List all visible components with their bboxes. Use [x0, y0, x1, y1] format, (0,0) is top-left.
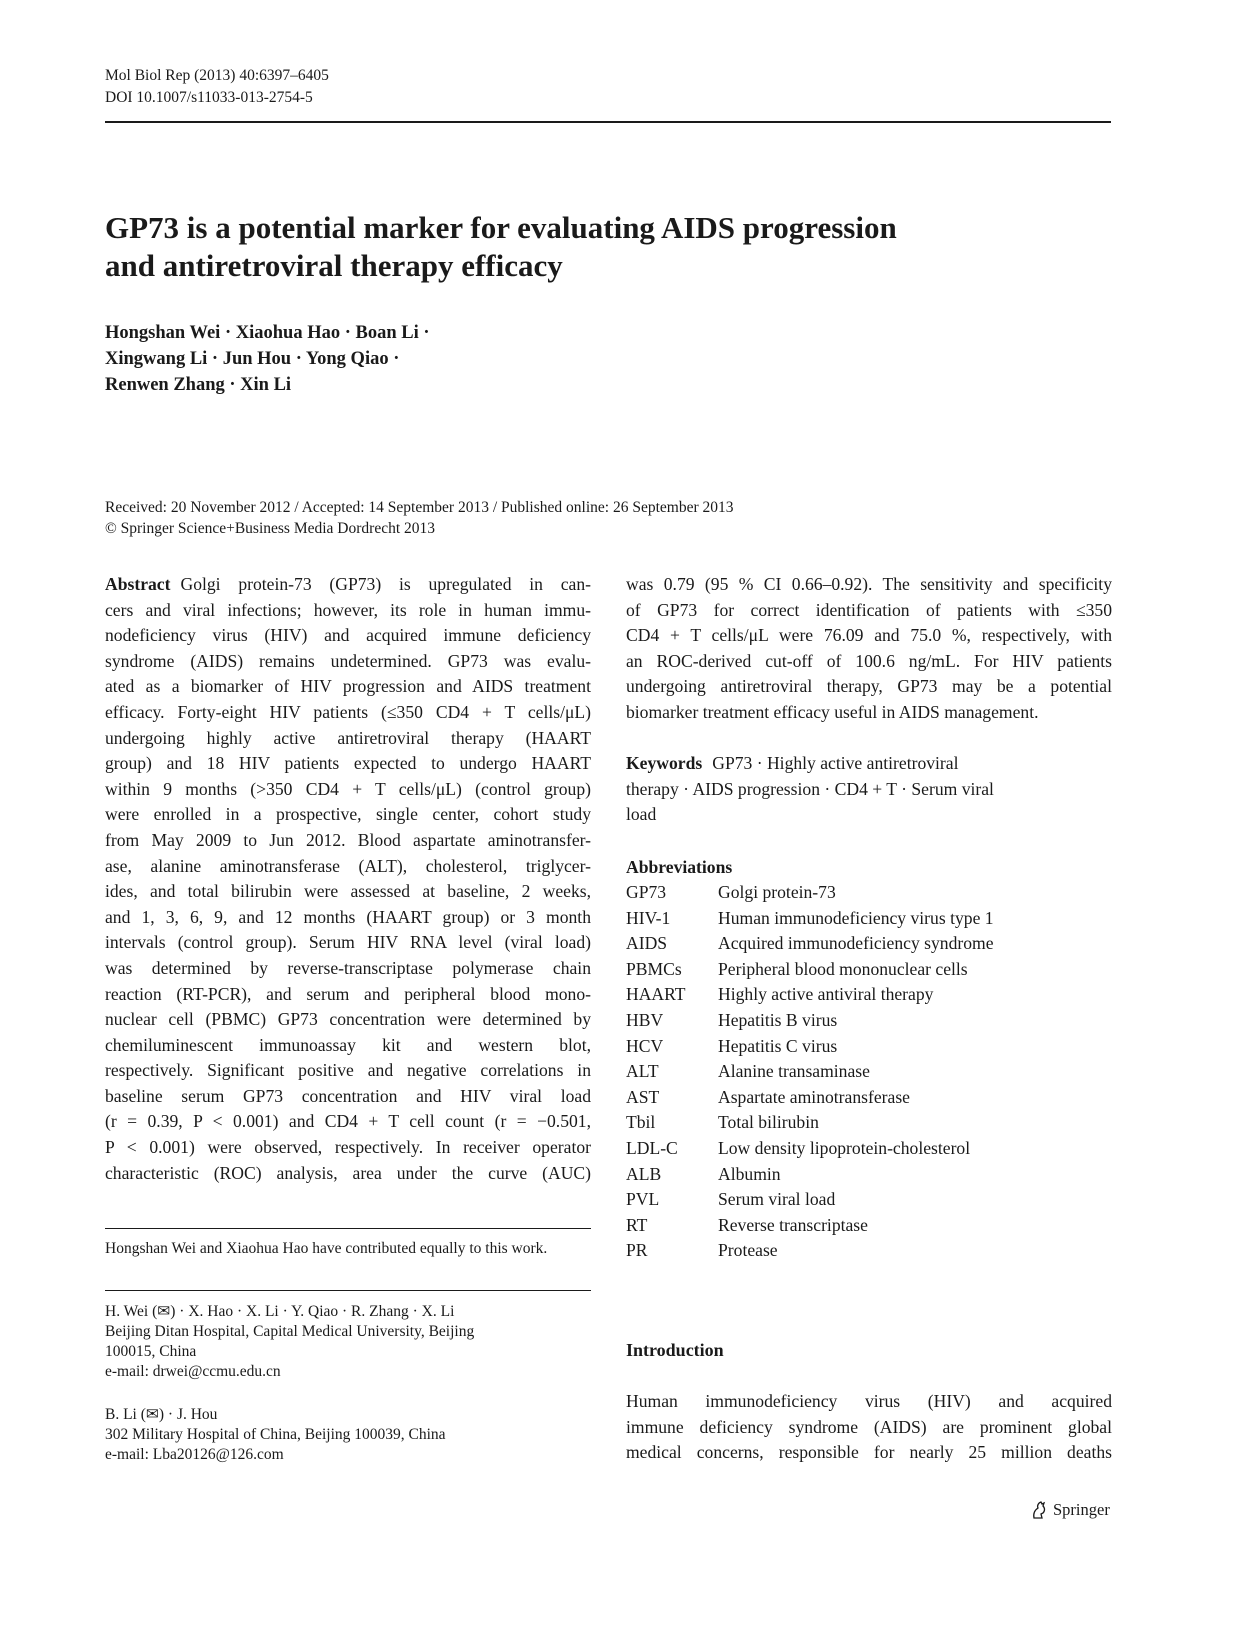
abbreviation-term: HAART — [626, 984, 686, 1005]
publisher-logo — [1030, 1500, 1110, 1520]
abbreviation-definition: Peripheral blood mononuclear cells — [718, 958, 968, 979]
abbreviation-definition: Protease — [718, 1240, 778, 1261]
affiliation-line: B. Li (✉) · J. Hou — [105, 1406, 218, 1423]
author-list — [105, 320, 430, 398]
abstract-line: respectively. Significant positive and negative correlations in — [105, 1060, 591, 1081]
title-line-2: and antiretroviral therapy efficacy — [105, 248, 563, 283]
abbreviation-term: HCV — [626, 1035, 664, 1056]
abstract-line: reaction (RT-PCR), and serum and peripheral blood mono- — [105, 983, 591, 1004]
abbreviation-term: ALT — [626, 1061, 659, 1082]
abstract-line: from May 2009 to Jun 2012. Blood aspartate aminotransfer- — [105, 829, 591, 850]
introduction-body — [626, 1389, 1112, 1466]
abstract-heading: Abstract — [105, 574, 171, 594]
abstract — [105, 572, 591, 1186]
equal-contribution-note: Hongshan Wei and Xiaohua Hao have contributed equally to this work. — [105, 1240, 548, 1257]
abbreviation-row — [626, 1187, 994, 1213]
abstract-line: cers and viral infections; however, its role in human immu- — [105, 599, 591, 620]
abstract-continued — [626, 572, 1112, 726]
author-line-2: Xingwang Li · Jun Hou · Yong Qiao · — [105, 349, 400, 369]
doi: DOI 10.1007/s11033-013-2754-5 — [105, 89, 313, 106]
abbreviation-row — [626, 1110, 994, 1136]
abbreviations-list — [626, 880, 994, 1264]
abbreviation-term: PVL — [626, 1189, 660, 1210]
abbreviation-term: AIDS — [626, 933, 668, 954]
affiliation-line: 302 Military Hospital of China, Beijing 100039, China — [105, 1426, 446, 1443]
abbreviation-definition: Hepatitis B virus — [718, 1009, 838, 1030]
publisher-name: Springer — [1053, 1500, 1110, 1519]
keywords-line-1: Keywords GP73 · Highly active antiretroviral — [626, 753, 959, 773]
abbreviation-row — [626, 957, 994, 983]
abbreviation-row — [626, 1008, 994, 1034]
abstract-line: baseline serum GP73 concentration and HIV viral load — [105, 1085, 591, 1106]
affiliation-line: Beijing Ditan Hospital, Capital Medical University, Beijing — [105, 1323, 475, 1340]
abbreviation-row — [626, 1136, 994, 1162]
article-title — [105, 209, 1105, 285]
abbreviation-term: Tbil — [626, 1112, 656, 1133]
abbreviation-row — [626, 1238, 994, 1264]
abbreviation-term: GP73 — [626, 882, 667, 902]
abbreviation-term: RT — [626, 1214, 648, 1235]
journal-citation: Mol Biol Rep (2013) 40:6397–6405 — [105, 67, 329, 84]
introduction-line: immune deficiency syndrome (AIDS) are prominent global — [626, 1416, 1112, 1437]
abbreviation-definition: Golgi protein-73 — [718, 882, 836, 902]
abstract-line: nuclear cell (PBMC) GP73 concentration were determined by — [105, 1009, 591, 1030]
abbreviation-term: PBMCs — [626, 958, 682, 979]
abstract-line: an ROC-derived cut-off of 100.6 ng/mL. For HIV patients — [626, 650, 1112, 671]
keywords-line-2: therapy · AIDS progression · CD4 + T · Serum viral — [626, 778, 994, 799]
abstract-line: group) and 18 HIV patients expected to undergo HAART — [105, 753, 591, 774]
abstract-line: Abstract Golgi protein-73 (GP73) is upregulated in can- — [105, 574, 591, 594]
abstract-line: were enrolled in a prospective, single center, cohort study — [105, 804, 591, 825]
abbreviation-definition: Albumin — [718, 1163, 781, 1184]
abstract-line: (r = 0.39, P < 0.001) and CD4 + T cell count (r = −0.501, — [105, 1111, 591, 1132]
abstract-line: ase, alanine aminotransferase (ALT), cholesterol, triglycer- — [105, 855, 591, 876]
footnote-rule — [105, 1228, 591, 1229]
abstract-line: undergoing highly active antiretroviral therapy (HAART — [105, 727, 591, 748]
publication-dates — [105, 497, 733, 539]
keywords-line-3: load — [626, 804, 657, 825]
affiliation-line: 100015, China — [105, 1343, 197, 1360]
abbreviation-definition: Alanine transaminase — [718, 1061, 870, 1082]
abbreviation-definition: Low density lipoprotein-cholesterol — [718, 1137, 971, 1158]
abbreviation-row — [626, 1034, 994, 1060]
abbreviation-definition: Aspartate aminotransferase — [718, 1086, 910, 1107]
abstract-line: P < 0.001) were observed, respectively. In receiver operator — [105, 1137, 591, 1158]
title-line-1: GP73 is a potential marker for evaluating AIDS progression — [105, 210, 897, 245]
abbreviation-definition: Acquired immunodeficiency syndrome — [718, 933, 994, 954]
abstract-line: characteristic (ROC) analysis, area under the curve (AUC) — [105, 1162, 591, 1183]
affiliation-email: e-mail: Lba20126@126.com — [105, 1446, 284, 1463]
author-line-3: Renwen Zhang · Xin Li — [105, 375, 292, 395]
abbreviation-term: HBV — [626, 1009, 664, 1030]
abstract-line: ated as a biomarker of HIV progression and AIDS treatment — [105, 676, 591, 697]
abbreviation-term: ALB — [626, 1163, 662, 1184]
abstract-line: CD4 + T cells/μL were 76.09 and 75.0 %, respectively, with — [626, 625, 1112, 646]
abbreviation-definition: Hepatitis C virus — [718, 1035, 838, 1056]
abstract-line: biomarker treatment efficacy useful in AIDS management. — [626, 701, 1039, 722]
journal-header — [105, 65, 329, 109]
abstract-line: syndrome (AIDS) remains undetermined. GP73 was evalu- — [105, 650, 591, 671]
affiliation-email: e-mail: drwei@ccmu.edu.cn — [105, 1363, 281, 1380]
abstract-line: and 1, 3, 6, 9, and 12 months (HAART group) or 3 month — [105, 906, 591, 927]
abbreviation-row — [626, 1085, 994, 1111]
affiliation-line: H. Wei (✉) · X. Hao · X. Li · Y. Qiao · R. Zhang · X. Li — [105, 1303, 455, 1320]
abbreviation-definition: Serum viral load — [718, 1189, 836, 1210]
springer-horse-icon — [1030, 1500, 1048, 1520]
abstract-line: chemiluminescent immunoassay kit and western blot, — [105, 1034, 591, 1055]
abstract-line: intervals (control group). Serum HIV RNA level (viral load) — [105, 932, 591, 953]
introduction-heading: Introduction — [626, 1340, 724, 1360]
copyright: © Springer Science+Business Media Dordrecht 2013 — [105, 520, 436, 537]
affiliation-1 — [105, 1302, 474, 1382]
abbreviation-row — [626, 931, 994, 957]
keywords — [626, 751, 1112, 828]
header-rule — [105, 121, 1111, 123]
abstract-line: efficacy. Forty-eight HIV patients (≤350 CD4 + T cells/μL) — [105, 701, 591, 722]
affiliation-rule — [105, 1290, 591, 1291]
abbreviation-definition: Highly active antiviral therapy — [718, 984, 934, 1005]
abbreviation-row — [626, 1162, 994, 1188]
abstract-line: of GP73 for correct identification of patients with ≤350 — [626, 599, 1112, 620]
abstract-line: was 0.79 (95 % CI 0.66–0.92). The sensitivity and specificity — [626, 574, 1112, 594]
abbreviation-definition: Reverse transcriptase — [718, 1214, 868, 1235]
abstract-line: undergoing antiretroviral therapy, GP73 may be a potential — [626, 676, 1112, 697]
abbreviation-definition: Total bilirubin — [718, 1112, 819, 1133]
abbreviation-row — [626, 1213, 994, 1239]
introduction-line: medical concerns, responsible for nearly 25 million deaths — [626, 1442, 1112, 1463]
abbreviations-heading: Abbreviations — [626, 857, 733, 877]
received-accepted-published: Received: 20 November 2012 / Accepted: 14 September 2013 / Published online: 26 September 2013 — [105, 499, 734, 516]
author-line-1: Hongshan Wei · Xiaohua Hao · Boan Li · — [105, 323, 430, 343]
abbreviation-row — [626, 906, 994, 932]
abstract-line: within 9 months (>350 CD4 + T cells/μL) (control group) — [105, 778, 591, 799]
abstract-line: nodeficiency virus (HIV) and acquired immune deficiency — [105, 625, 591, 646]
abbreviation-term: HIV-1 — [626, 907, 671, 928]
introduction-line: Human immunodeficiency virus (HIV) and acquired — [626, 1391, 1112, 1411]
abbreviation-term: LDL-C — [626, 1137, 678, 1158]
abstract-line: was determined by reverse-transcriptase polymerase chain — [105, 957, 591, 978]
keywords-heading: Keywords — [626, 753, 703, 773]
abbreviation-row — [626, 982, 994, 1008]
abbreviation-term: AST — [626, 1086, 660, 1107]
abbreviation-row — [626, 880, 994, 906]
abbreviation-row — [626, 1059, 994, 1085]
abstract-line: ides, and total bilirubin were assessed at baseline, 2 weeks, — [105, 881, 591, 902]
abbreviation-definition: Human immunodeficiency virus type 1 — [718, 907, 994, 928]
abbreviation-term: PR — [626, 1240, 648, 1261]
affiliation-2 — [105, 1405, 446, 1465]
